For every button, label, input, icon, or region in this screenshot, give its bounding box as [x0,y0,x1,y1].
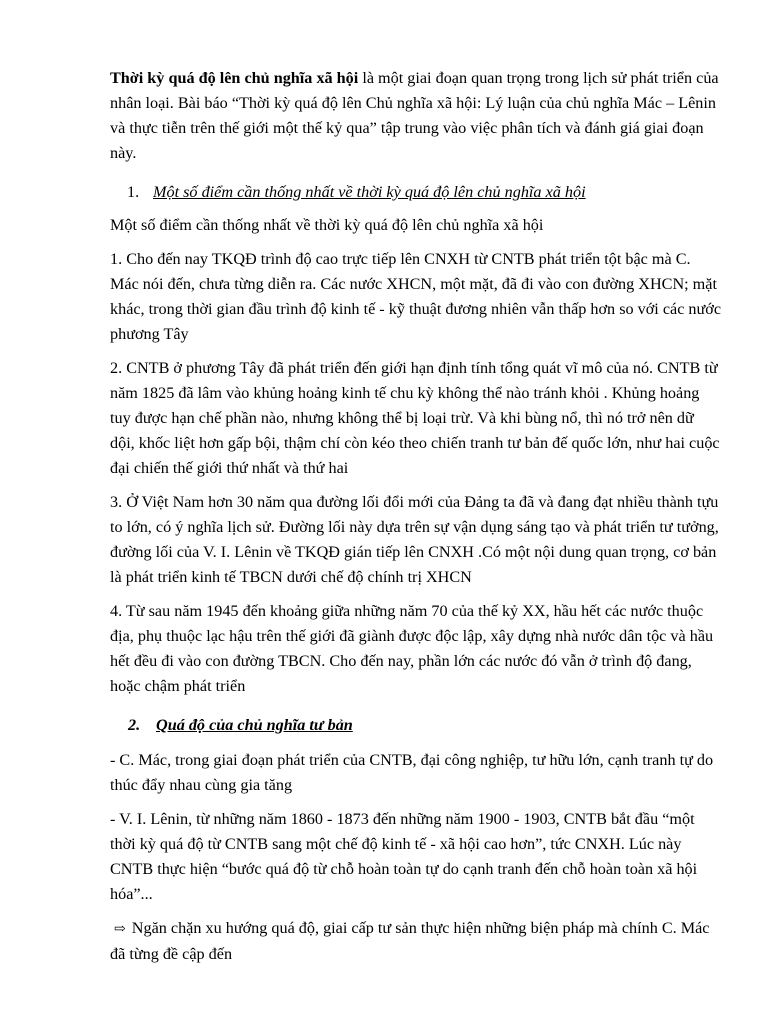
section-2-heading [110,713,722,738]
intro-text: là một giai đoạn quan trọng trong lịch sử phát triển của nhân loại. Bài báo “Thời kỳ quá độ lên Chủ nghĩa xã hội: Lý luận của chủ nghĩa Mác – Lênin và thực tiễn trên thế giới một thế kỷ qua” tập trung vào việc phân tích và đánh giá giai đoạn này. [110,69,719,162]
section-2-conclusion-text: Ngăn chặn xu hướng quá độ, giai cấp tư sản thực hiện những biện pháp mà chính C. Mác đã từng đề cập đến [110,919,710,963]
right-arrow-icon: ⇨ [114,922,126,937]
section-2-number: 2. [128,716,141,734]
section-1-subtitle: Một số điểm cần thống nhất về thời kỳ quá độ lên chủ nghĩa xã hội [110,216,544,234]
section-2-title: Quá độ của chủ nghĩa tư bản [156,716,353,734]
section-2-item-2: - V. I. Lênin, từ những năm 1860 - 1873 đến những năm 1900 - 1903, CNTB bắt đầu “một thời kỳ quá độ từ CNTB sang một chế độ kinh tế - xã hội cao hơn”, tức CNXH. Lúc này CNTB thực hiện “bước quá độ từ chỗ hoàn toàn tự do cạnh tranh đến chỗ hoàn toàn xã hội hóa”... [110,810,698,903]
section-1-item-3: 3. Ở Việt Nam hơn 30 năm qua đường lối đổi mới của Đảng ta đã và đang đạt nhiều thành tựu to lớn, có ý nghĩa lịch sử. Đường lối này dựa trên sự vận dụng sáng tạo và phát triển tư tưởng, đường lối của V. I. Lênin về TKQĐ gián tiếp lên CNXH .Có một nội dung quan trọng, cơ bản là phát triển kinh tế TBCN dưới chế độ chính trị XHCN [110,493,719,586]
section-1-item-4: 4. Từ sau năm 1945 đến khoảng giữa những năm 70 của thế kỷ XX, hầu hết các nước thuộc địa, phụ thuộc lạc hậu trên thế giới đã giành được độc lập, xây dựng nhà nước dân tộc và hầu hết đều đi vào con đường TBCN. Cho đến nay, phần lớn các nước đó vẫn ở trình độ đang, hoặc chậm phát triển [110,602,714,695]
section-1-heading [110,180,722,205]
section-1-item-1: 1. Cho đến nay TKQĐ trình độ cao trực tiếp lên CNXH từ CNTB phát triển tột bậc mà C. Mác nói đến, chưa từng diễn ra. Các nước XHCN, một mặt, đã đi vào con đường XHCN; mặt khác, trong thời gian đầu trình độ kinh tế - kỹ thuật đương nhiên vẫn thấp hơn so với các nước phương Tây [110,250,722,343]
section-1-number: 1. [127,183,140,201]
intro-bold-term: Thời kỳ quá độ lên chủ nghĩa xã hội [110,69,359,87]
document-body [110,66,722,976]
section-2-conclusion [110,916,722,967]
section-1-item-2: 2. CNTB ở phương Tây đã phát triển đến giới hạn định tính tổng quát vĩ mô của nó. CNTB từ năm 1825 đã lâm vào khủng hoảng kinh tế chu kỳ không thể nào tránh khỏi . Khủng hoảng tuy được hạn chế phần nào, nhưng không thể bị loại trừ. Và khi bùng nổ, thì nó trở nên dữ dội, khốc liệt hơn gấp bội, thậm chí còn kéo theo chiến tranh tư bản đế quốc lớn, như hai cuộc đại chiến thế giới thứ nhất và thứ hai [110,359,720,477]
section-2-item-1: - C. Mác, trong giai đoạn phát triển của CNTB, đại công nghiệp, tư hữu lớn, cạnh tranh tự do thúc đẩy nhau cùng gia tăng [110,751,714,794]
section-1-title: Một số điểm cần thống nhất về thời kỳ quá độ lên chủ nghĩa xã hội [153,183,586,201]
intro-paragraph [110,66,722,166]
